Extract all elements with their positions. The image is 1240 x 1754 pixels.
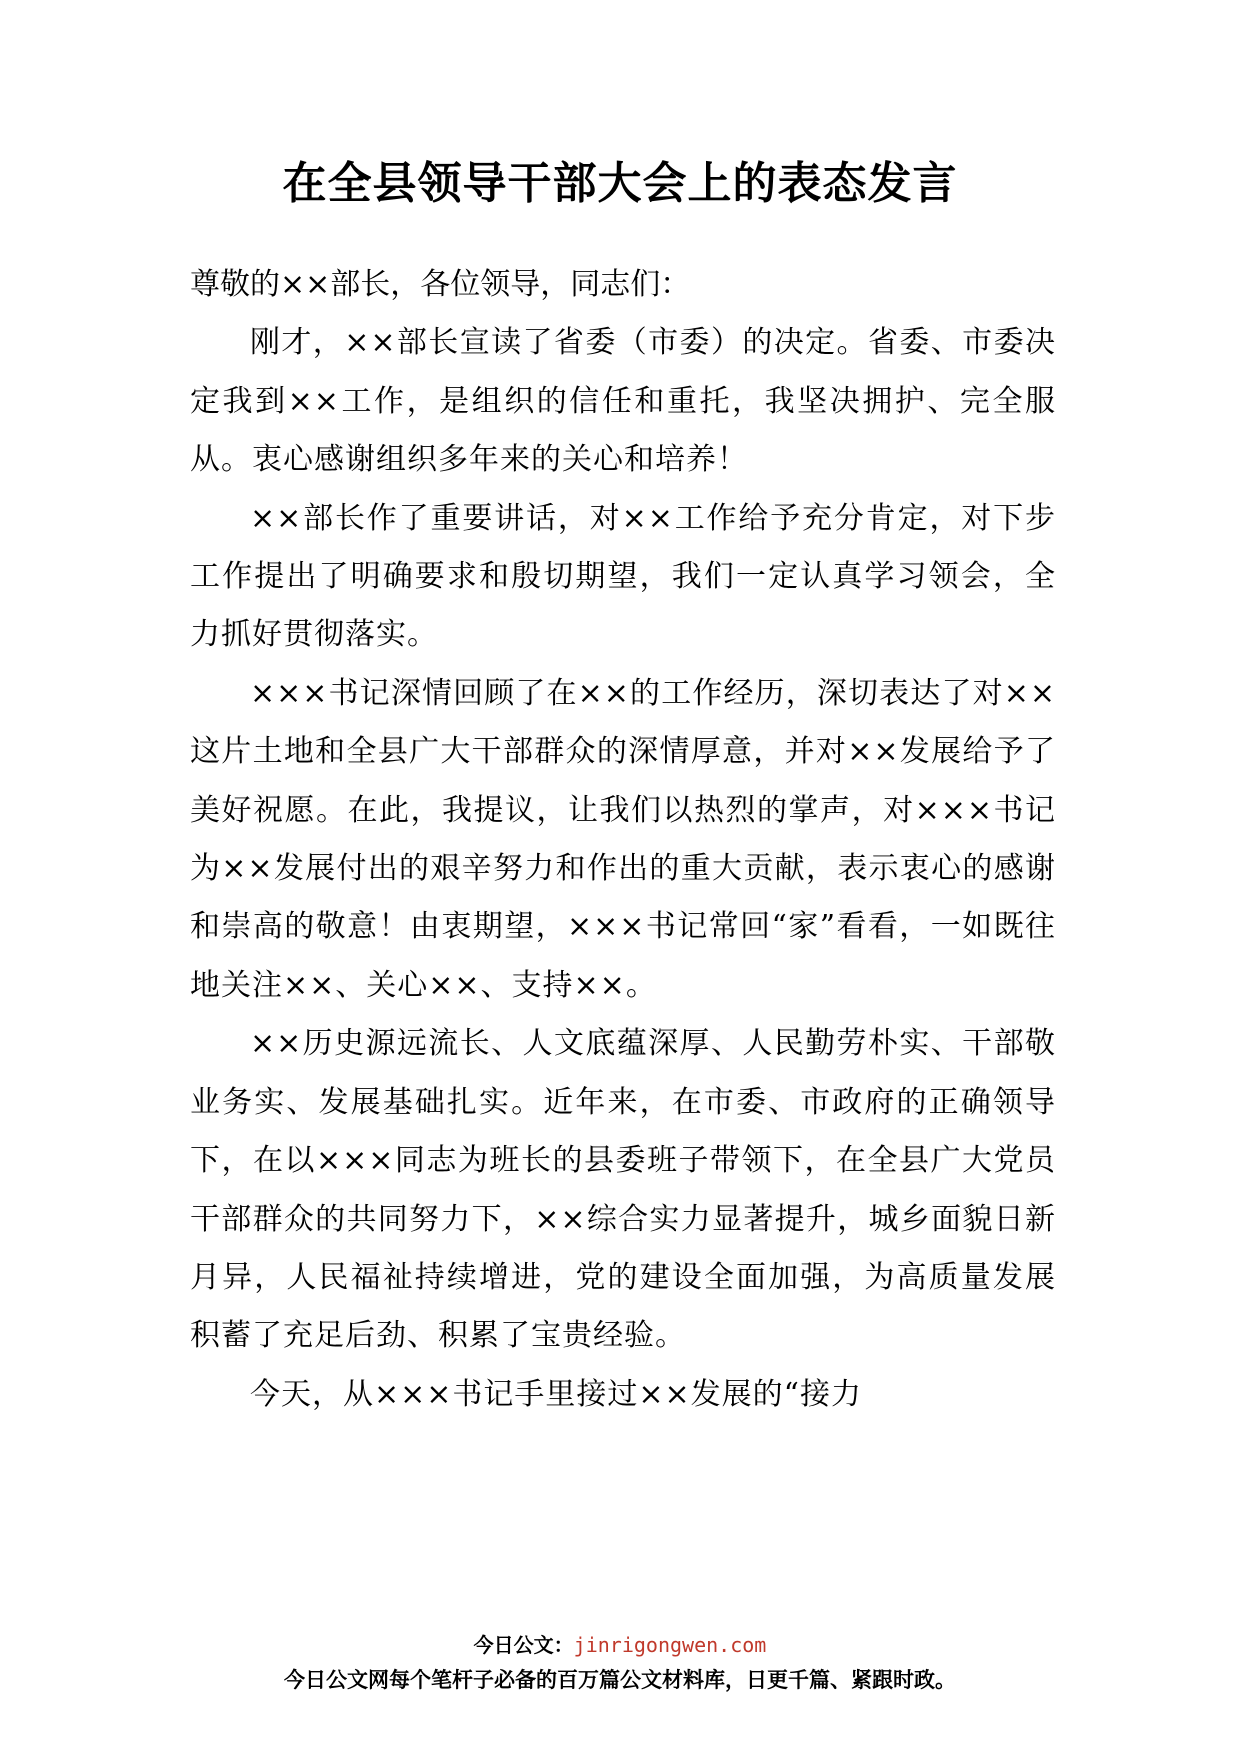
footer-site-link[interactable]: jinrigongwen.com — [573, 1633, 767, 1657]
document-title: 在全县领导干部大会上的表态发言 — [282, 158, 958, 209]
paragraph-5: 今天，从×××书记手里接过××发展的“接力 — [250, 1376, 863, 1412]
footer — [0, 1630, 1240, 1696]
paragraph-1: 刚才，××部长宣读了省委（市委）的决定。省委、市委决定我到××工作，是组织的信任和重托，我坚决拥护、完全服从。衷心感谢组织多年来的关心和培养！ — [190, 325, 1056, 478]
footer-site — [0, 1630, 1240, 1660]
paragraph-2: ××部长作了重要讲话，对××工作给予充分肯定，对下步工作提出了明确要求和殷切期望，我们一定认真学习领会，全力抓好贯彻落实。 — [190, 500, 1056, 653]
document-body — [190, 256, 1056, 1424]
footer-site-label: 今日公文： — [473, 1633, 574, 1657]
paragraph-4: ××历史源远流长、人文底蕴深厚、人民勤劳朴实、干部敬业务实、发展基础扎实。近年来，在市委、市政府的正确领导下，在以×××同志为班长的县委班子带领下，在全县广大党员干部群众的共同努力下，××综合实力显著提升，城乡面貌日新月异，人民福祉持续增进，党的建设全面加强，为高质量发展积蓄了充足后劲、积累了宝贵经验。 — [190, 1026, 1056, 1354]
paragraph-3: ×××书记深情回顾了在××的工作经历，深切表达了对××这片土地和全县广大干部群众的深情厚意，并对××发展给予了美好祝愿。在此，我提议，让我们以热烈的掌声，对×××书记为××发展付出的艰辛努力和作出的重大贡献，表示衷心的感谢和崇高的敬意！由衷期望，×××书记常回“家”看看，一如既往地关注××、关心××、支持××。 — [190, 675, 1056, 1003]
salutation: 尊敬的××部长，各位领导，同志们： — [190, 267, 691, 302]
footer-slogan: 今日公文网每个笔杆子必备的百万篇公文材料库，日更千篇、紧跟时政。 — [284, 1668, 956, 1692]
